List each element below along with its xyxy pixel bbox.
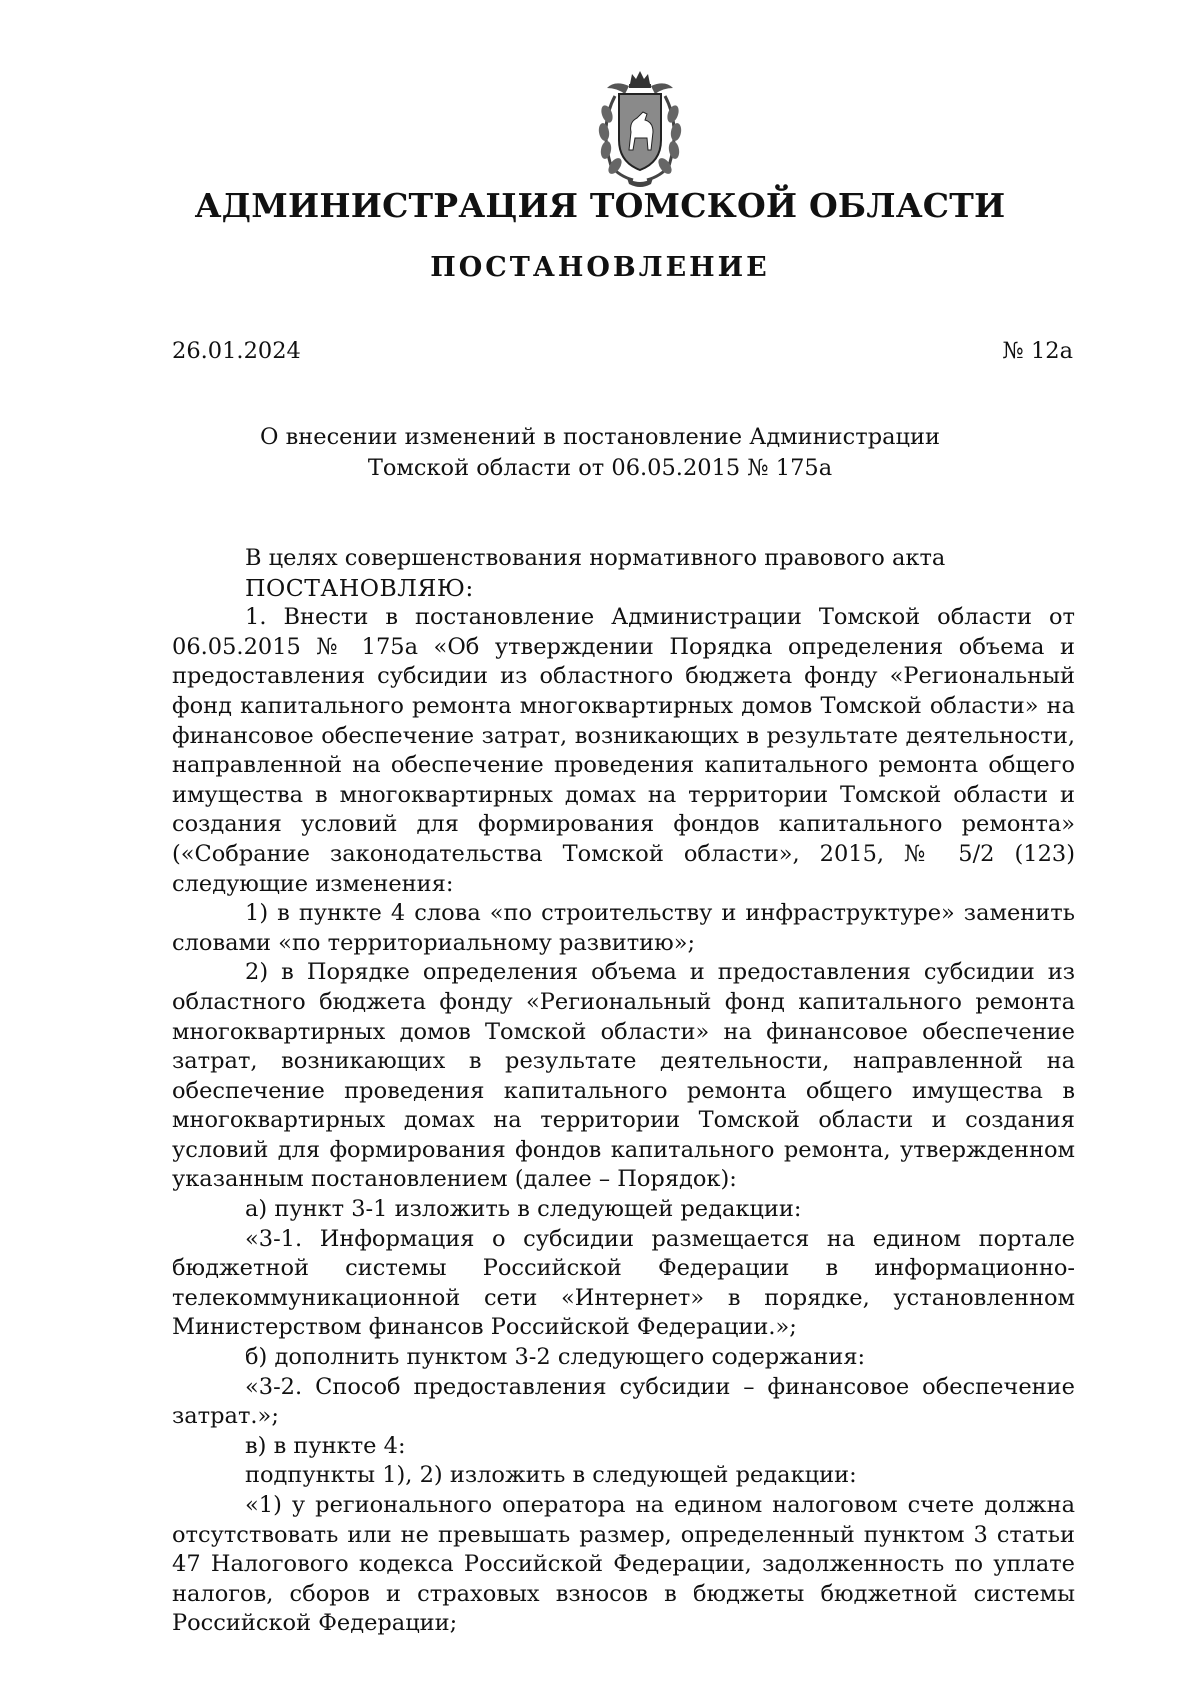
- document-subject: [0, 422, 1200, 484]
- document-body: [172, 544, 1075, 1639]
- body-paragraph: В целях совершенствования нормативного правового акта: [245, 545, 946, 571]
- body-paragraph: подпункты 1), 2) изложить в следующей редакции:: [245, 1462, 857, 1489]
- organization-title: АДМИНИСТРАЦИЯ ТОМСКОЙ ОБЛАСТИ: [194, 186, 1006, 225]
- document-type: ПОСТАНОВЛЕНИЕ: [430, 252, 770, 283]
- body-paragraph: а) пункт 3-1 изложить в следующей редакции:: [245, 1196, 802, 1223]
- body-paragraph: «3-1. Информация о субсидии размещается на едином портале бюджетной системы Российской Федерации в информационно-телекоммуникационной сети «Интернет» в порядке, установленном Министерством финансов Российской Федерации.»;: [172, 1225, 1075, 1341]
- document-number: № 12а: [1002, 338, 1073, 364]
- body-paragraph: б) дополнить пунктом 3-2 следующего содержания:: [245, 1344, 866, 1371]
- subject-line: О внесении изменений в постановление Администрации: [260, 424, 940, 450]
- body-paragraph: в) в пункте 4:: [245, 1432, 406, 1459]
- resolution-heading: ПОСТАНОВЛЯЮ:: [245, 573, 474, 602]
- tomsk-oblast-coat-of-arms-icon: [585, 66, 695, 190]
- body-paragraph: 2) в Порядке определения объема и предоставления субсидии из областного бюджета фонду «Региональный фонд капитального ремонта многоквартирных домов Томской области» на финансовое обеспечение затрат, возникающих в результате деятельности, направленной на обеспечение проведения капитального ремонта общего имущества в многоквартирных домах на территории Томской области и создания условий для формирования фондов капитального ремонта, утвержденном указанным постановлением (далее – Порядок):: [172, 959, 1075, 1193]
- body-paragraph: «3-2. Способ предоставления субсидии – финансовое обеспечение затрат.»;: [172, 1373, 1075, 1430]
- body-paragraph: 1. Внести в постановление Администрации Томской области от 06.05.2015 № 175а «Об утверждении Порядка определения объема и предоставления субсидии из областного бюджета фонду «Региональный фонд капитального ремонта многоквартирных домов Томской области» на финансовое обеспечение затрат, возникающих в результате деятельности, направленной на обеспечение проведения капитального ремонта общего имущества в многоквартирных домах на территории Томской области и создания условий для формирования фондов капитального ремонта» («Собрание законодательства Томской области», 2015, № 5/2 (123) следующие изменения:: [172, 604, 1075, 897]
- subject-line: Томской области от 06.05.2015 № 175а: [367, 455, 833, 481]
- body-paragraph: «1) у регионального оператора на едином налоговом счете должна отсутствовать или не превышать размер, определенный пунктом 3 статьи 47 Налогового кодекса Российской Федерации, задолженность по уплате налогов, сборов и страховых взносов в бюджеты бюджетной системы Российской Федерации;: [172, 1492, 1075, 1637]
- body-paragraph: 1) в пункте 4 слова «по строительству и инфраструктуре» заменить словами «по территориальному развитию»;: [172, 900, 1075, 956]
- document-date: 26.01.2024: [172, 338, 301, 364]
